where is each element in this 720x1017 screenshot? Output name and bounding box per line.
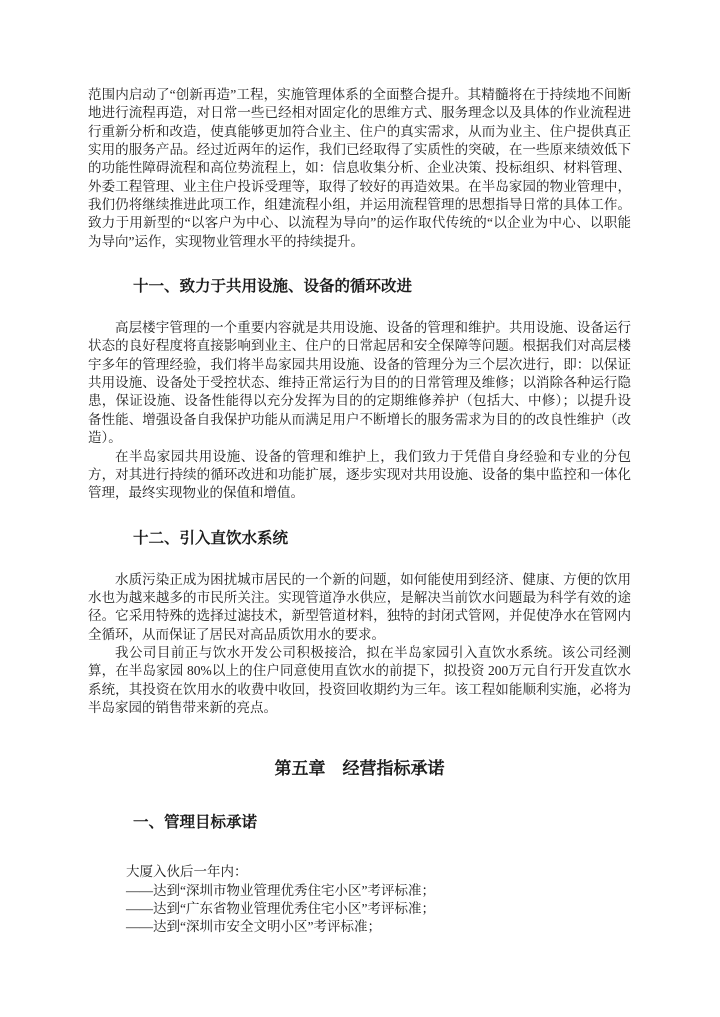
paragraph-facilities-improvement: 在半岛家园共用设施、设备的管理和维护上，我们致力于凭借自身经验和专业的分包方，对其进行持续的循环改进和功能扩展，逐步实现对共用设施、设备的集中监控和一体化管理，最终实现物业的保值和增值。 [88,448,631,501]
chapter-heading: 第五章 经营指标承诺 [274,759,445,779]
commitment-item-guangdong-property: ——达到“广东省物业管理优秀住宅小区”考评标准； [126,900,435,916]
paragraph-facilities-management: 高层楼宇管理的一个重要内容就是共用设施、设备的管理和维护。共用设施、设备运行状态的良好程度将直接影响到业主、住户的日常起居和安全保障等问题。根据我们对高层楼宇多年的管理经验，我们将半岛家园共用设施、设备的管理分为三个层次进行，即：以保证共用设施、设备处于受控状态、维持正常运行为目的的日常管理及维修；以消除各种运行隐患，保证设施、设备性能得以充分发挥为目的的定期维修养护（包括大、中修）；以提升设备性能、增强设备自我保护功能从而满足用户不断增长的服务需求为目的的改良性维护（改造）。 [88,320,631,446]
commitment-intro: 大厦入伙后一年内： [126,864,248,880]
commitment-item-shenzhen-safety: ——达到“深圳市安全文明小区”考评标准； [126,919,381,935]
continuation-paragraph: 范围内启动了“创新再造”工程，实施管理体系的全面整合提升。其精髓将在于持续地不间断地进行流程再造，对日常一些已经相对固定化的思维方式、服务理念以及具体的作业流程进行重新分析和改造，使真能够更加符合业主、住户的真实需求，从而为业主、住户提供真正实用的服务产品。经过近两年的运作，我们已经取得了实质性的突破，在一些原来绩效低下的功能性障碍流程和高位势流程上，如：信息收集分析、企业决策、投标组织、材料管理、外委工程管理、业主住户投诉受理等，取得了较好的再造效果。在半岛家园的物业管理中，我们仍将继续推进此项工作，组建流程小组，并运用流程管理的思想指导日常的具体工作。致力于用新型的“以客户为中心、以流程为导向”的运作取代传统的“以企业为中心、以职能为导向”运作，实现物业管理水平的持续提升。 [88,87,631,249]
paragraph-water-quality: 水质污染正成为困扰城市居民的一个新的问题，如何能使用到经济、健康、方便的饮用水也为越来越多的市民所关注。实现管道净水供应，是解决当前饮水问题最为科学有效的途径。它采用特殊的选择过滤技术，新型管道材料，独特的封闭式管网，并促使净水在管网内全循环，从而保证了居民对高品质饮用水的要求。 [88,571,631,642]
section-heading-12: 十二、引入直饮水系统 [133,529,289,547]
commitment-item-shenzhen-property: ——达到“深圳市物业管理优秀住宅小区”考评标准； [126,882,435,898]
commitment-list [88,863,631,936]
section-heading-11: 十一、致力于共用设施、设备的循环改进 [133,278,413,296]
subsection-heading-management-goals: 一、管理目标承诺 [133,814,258,832]
paragraph-water-investment: 我公司目前正与饮水开发公司积极接洽，拟在半岛家园引入直饮水系统。该公司经测算，在半岛家园 80%以上的住户同意使用直饮水的前提下，拟投资 200万元自行开发直饮水系统，其投资在饮用水的收费中收回，投资回收期约为三年。该工程如能顺利实施，必将为半岛家园的销售带来新的亮点。 [88,644,631,715]
